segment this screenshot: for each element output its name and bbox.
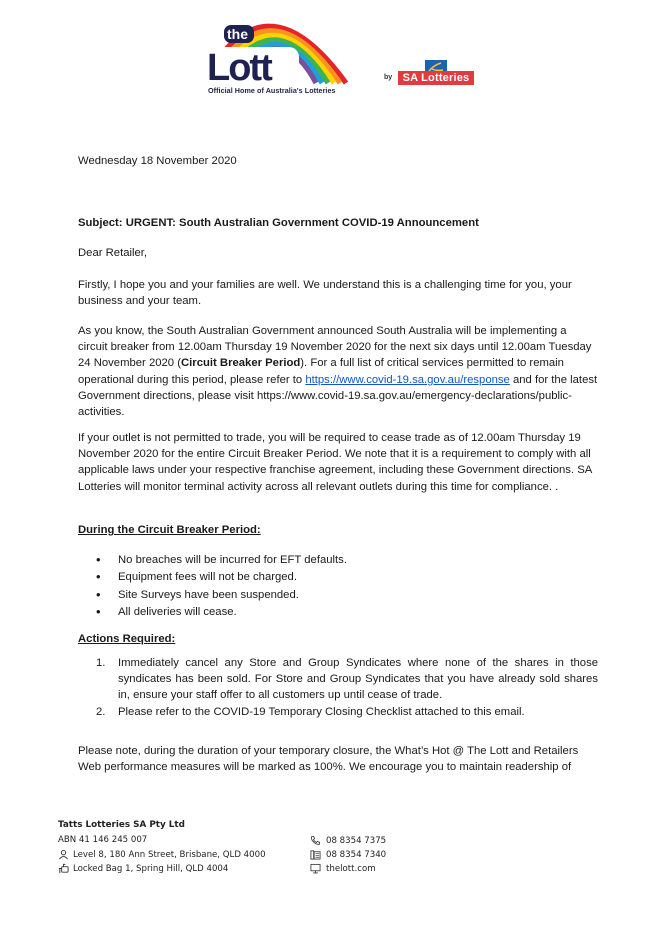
logo-tagline: Official Home of Australia's Lotteries — [208, 86, 336, 95]
svg-text:the: the — [227, 26, 248, 42]
covid-response-link[interactable]: https://www.covid-19.sa.gov.au/response — [305, 373, 510, 386]
paragraph-closure-note: Please note, during the duration of your temporary closure, the What’s Hot @ The Lott and Retailers Web performance measures will be marked as 100%. We encourage you to maintain readership of — [78, 745, 579, 774]
actions-list — [78, 655, 598, 720]
footer-postal — [58, 863, 228, 874]
paragraph-text: ). For a full list of critical services permitted to remain operational during this period, please refer to — [78, 357, 564, 386]
phone-icon — [310, 835, 321, 846]
list-item: • No breaches will be incurred for EFT defaults. — [78, 552, 598, 569]
paragraph-intro: Firstly, I hope you and your families are well. We understand this is a challenging time for you, your business and your team. — [78, 279, 572, 308]
the-lott-logo — [204, 3, 352, 99]
monitor-icon — [310, 863, 321, 874]
paragraph-announcement — [78, 323, 598, 420]
footer-website — [310, 863, 376, 874]
paragraph-cease-trade: If your outlet is not permitted to trade, you will be required to cease trade as of 12.00am Thursday 19 November 2020 for the entire Circuit Breaker Period. We note that it is a requirement to comply with all applicable laws under your respective franchise agreement, including these Government directions. SA Lotteries will monitor terminal activity across all relevant outlets during this time for compliance. . — [78, 432, 592, 493]
circuit-breaker-term: Circuit Breaker Period — [181, 357, 301, 370]
during-list — [78, 552, 598, 622]
person-icon — [58, 849, 69, 860]
list-number: 2. — [96, 705, 106, 718]
footer-fax — [310, 849, 386, 860]
paragraph-text: and for the latest Government directions, please visit https://www.covid-19.sa.gov.au/emergency-declarations/public-activities. — [78, 373, 598, 419]
list-number: 1. — [96, 657, 106, 669]
phone-text: 08 8354 7375 — [326, 835, 387, 846]
postal-text: Locked Bag 1, Spring Hill, QLD 4004 — [73, 863, 229, 874]
footer-address — [58, 849, 266, 860]
actions-heading: Actions Required: — [78, 633, 176, 645]
list-item: • Equipment fees will not be charged. — [78, 569, 598, 586]
list-item: • All deliveries will cease. — [78, 604, 598, 621]
footer-phone — [310, 835, 386, 846]
letter-date: Wednesday 18 November 2020 — [78, 155, 237, 167]
paragraph-text: As you know, the South Australian Government announced South Australia will be implementing a circuit breaker from 12.00am Thursday 19 November 2020 for the next six days until 12.00am Tuesday 24 November 2020 ( — [78, 325, 592, 370]
rainbow-logo-graphic — [204, 3, 352, 87]
lott-wordmark: Lott — [207, 47, 271, 87]
fax-icon — [310, 849, 321, 860]
sa-lotteries-logo — [398, 60, 474, 87]
abn-text: ABN 41 146 245 007 — [58, 835, 148, 845]
list-item — [78, 655, 598, 704]
website-link[interactable]: thelott.com — [326, 863, 376, 874]
during-heading: During the Circuit Breaker Period: — [78, 524, 261, 536]
list-item-text: Immediately cancel any Store and Group Syndicates where none of the shares in those syndicates has been sold. For Store and Group Syndicates that you have already sold shares in, ensure your staff offer to all customers up until cease of trade. — [118, 657, 598, 702]
fax-text: 08 8354 7340 — [326, 849, 387, 860]
letter-greeting: Dear Retailer, — [78, 247, 148, 259]
list-item — [78, 704, 598, 720]
list-item: • Site Surveys have been suspended. — [78, 587, 598, 604]
letter-subject: Subject: URGENT: South Australian Government COVID-19 Announcement — [78, 217, 479, 229]
list-item-text: Please refer to the COVID-19 Temporary Closing Checklist attached to this email. — [118, 705, 525, 718]
footer-abn — [58, 835, 147, 845]
by-label: by — [384, 74, 393, 81]
sa-lotteries-wordmark: SA Lotteries — [398, 71, 474, 85]
footer-company: Tatts Lotteries SA Pty Ltd — [58, 820, 185, 830]
address-text: Level 8, 180 Ann Street, Brisbane, QLD 4000 — [73, 849, 266, 860]
mailbox-icon — [58, 863, 69, 874]
